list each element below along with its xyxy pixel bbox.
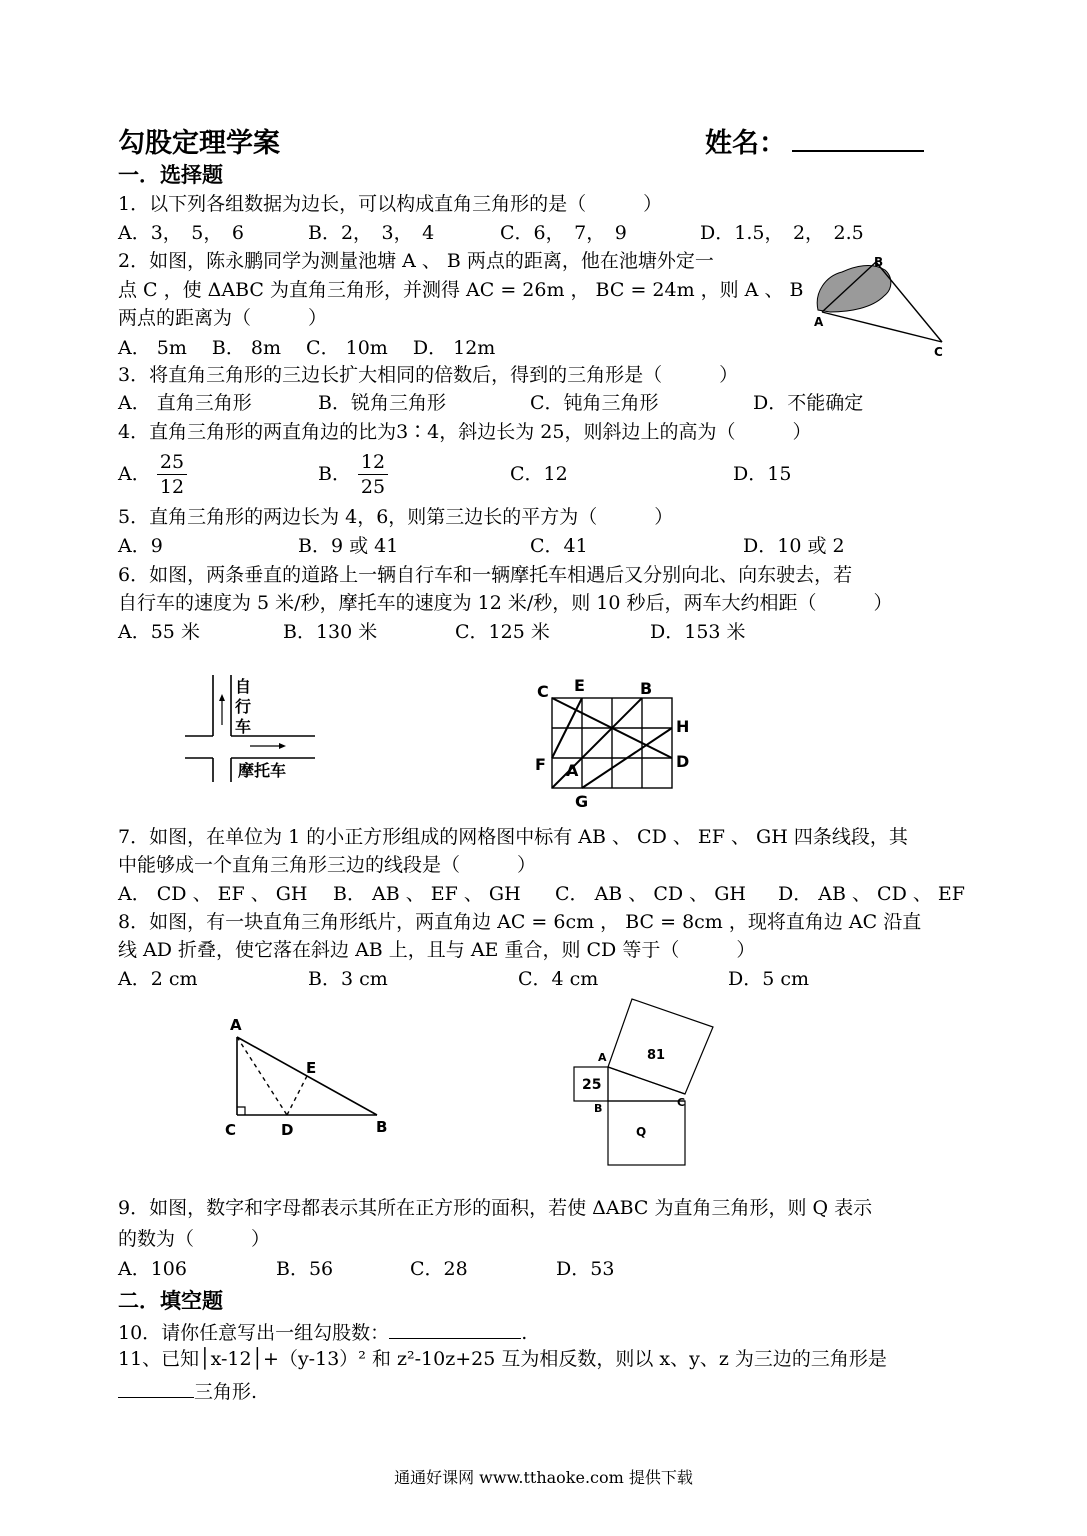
q7-label-e: E: [574, 676, 585, 695]
q5-stem: 5．直角三角形的两边长为 4，6，则第三边长的平方为（ ）: [118, 506, 674, 528]
q7-label-h: H: [676, 717, 690, 736]
q11-line2-wrap: [118, 1377, 257, 1404]
q4-option-c: C．12: [510, 463, 568, 485]
q4-option-b-fraction: [358, 450, 388, 499]
q2-label-c: C: [934, 345, 943, 359]
q2-line2: 点 C ，使 ΔABC 为直角三角形，并测得 AC = 26m ， BC = 24m ，则 A 、 B: [118, 279, 804, 301]
section-choice: 一．选择题: [118, 163, 223, 187]
q1-option-d: D．1.5， 2， 2.5: [700, 222, 864, 244]
q5-option-a: A．9: [118, 535, 163, 557]
q5-option-c: C．41: [530, 535, 588, 557]
q7-option-b: B． AB 、 EF 、 GH: [333, 883, 521, 905]
bike-char-2: 行: [235, 697, 252, 716]
q6-line2: 自行车的速度为 5 米/秒，摩托车的速度为 12 米/秒，则 10 秒后，两车大约相距（ ）: [118, 592, 893, 614]
q10-line: [118, 1318, 527, 1345]
q8-line2: 线 AD 折叠，使它落在斜边 AB 上，且与 AE 重合，则 CD 等于（ ）: [118, 939, 756, 961]
q4-option-d: D．15: [733, 463, 792, 485]
q6-option-c: C．125 米: [455, 621, 550, 643]
q3-option-d: D．不能确定: [753, 392, 864, 414]
q11-line2: 三角形.: [194, 1381, 258, 1403]
q6-option-a: A．55 米: [118, 621, 200, 643]
q8-option-d: D．5 cm: [728, 968, 810, 990]
q4-b-numerator: 12: [358, 450, 388, 475]
q1-option-b: B．2， 3， 4: [308, 222, 435, 244]
q10-text: 10．请你任意写出一组勾股数：: [118, 1322, 390, 1344]
q2-options: A． 5m B． 8m C． 10m D． 12m: [118, 337, 496, 359]
q9-label-b: B: [594, 1102, 603, 1115]
q8-fold-figure: [220, 1010, 400, 1140]
q9-square-81: 81: [647, 1048, 666, 1063]
q11-blank[interactable]: [118, 1377, 194, 1398]
q1-option-a: A．3， 5， 6: [118, 222, 244, 244]
q10-period: .: [521, 1322, 528, 1344]
q9-option-b: B．56: [276, 1258, 334, 1280]
q8-label-e: E: [306, 1059, 317, 1077]
q8-label-d: D: [281, 1121, 294, 1139]
q9-line1: 9．如图，数字和字母都表示其所在正方形的面积，若使 ΔABC 为直角三角形，则 Q 表示: [118, 1197, 873, 1219]
q1-option-c: C．6， 7， 9: [500, 222, 627, 244]
name-label: 姓名：: [705, 128, 786, 159]
section-fill: 二．填空题: [118, 1289, 223, 1313]
q6-line1: 6．如图，两条垂直的道路上一辆自行车和一辆摩托车相遇后又分别向北、向东驶去，若: [118, 564, 853, 586]
q3-option-a: A． 直角三角形: [118, 392, 252, 414]
q6-option-d: D．153 米: [650, 621, 746, 643]
q4-a-numerator: 25: [157, 450, 187, 475]
bike-char-3: 车: [235, 717, 252, 736]
moto-label: 摩托车: [238, 761, 287, 780]
q4-option-a-fraction: [157, 450, 187, 499]
q3-option-c: C．钝角三角形: [530, 392, 659, 414]
q7-line1: 7．如图，在单位为 1 的小正方形组成的网格图中标有 AB 、 CD 、 EF 、 GH 四条线段，其: [118, 826, 908, 848]
q8-option-b: B．3 cm: [308, 968, 388, 990]
bike-char-1: 自: [235, 677, 252, 696]
name-blank[interactable]: [792, 150, 924, 152]
q5-option-d: D．10 或 2: [743, 535, 845, 557]
q2-line3: 两点的距离为（ ）: [118, 307, 328, 329]
q9-option-d: D．53: [556, 1258, 615, 1280]
q9-option-a: A．106: [118, 1258, 187, 1280]
q7-option-a: A． CD 、 EF 、 GH: [118, 883, 308, 905]
q7-label-a: A: [566, 761, 579, 780]
q7-label-f: F: [535, 755, 546, 774]
q8-option-a: A．2 cm: [118, 968, 198, 990]
q3-stem: 3．将直角三角形的三边长扩大相同的倍数后，得到的三角形是（ ）: [118, 364, 739, 386]
q9-square-q: Q: [636, 1125, 647, 1139]
q2-line1: 2．如图，陈永鹏同学为测量池塘 A 、 B 两点的距离，他在池塘外定一: [118, 250, 714, 272]
q9-option-c: C．28: [410, 1258, 468, 1280]
q2-pond-figure: [800, 250, 960, 365]
q7-option-c: C． AB 、 CD 、 GH: [555, 883, 746, 905]
q11-line1: 11、已知│x-12│+（y-13）² 和 z²-10z+25 互为相反数，则以 x、y、z 为三边的三角形是: [118, 1348, 887, 1370]
q9-squares-figure: [565, 995, 725, 1170]
q8-option-c: C．4 cm: [518, 968, 599, 990]
q6-road-figure: [180, 670, 320, 790]
q5-option-b: B．9 或 41: [298, 535, 399, 557]
q2-label-a: A: [814, 315, 824, 329]
q8-label-b: B: [376, 1118, 388, 1136]
q7-label-c: C: [537, 682, 549, 701]
q7-label-b: B: [640, 679, 653, 698]
q4-stem: 4．直角三角形的两直角边的比为3∶4，斜边长为 25，则斜边上的高为（ ）: [118, 421, 812, 443]
q7-grid-figure: [530, 675, 700, 810]
pond-shape: [817, 266, 891, 312]
q8-label-c: C: [225, 1121, 237, 1139]
q7-label-g: G: [575, 792, 589, 811]
page-title: 勾股定理学案: [118, 128, 280, 159]
q9-square-25: 25: [582, 1077, 602, 1093]
footer-text: 通通好课网 www.tthaoke.com 提供下载: [394, 1468, 693, 1487]
q1-stem: 1．以下列各组数据为边长，可以构成直角三角形的是（ ）: [118, 193, 663, 215]
q4-b-denominator: 25: [360, 476, 386, 498]
q9-label-c: C: [677, 1096, 686, 1109]
q7-line2: 中能够成一个直角三角形三边的线段是（ ）: [118, 854, 537, 876]
q7-label-d: D: [676, 752, 690, 771]
q9-line2: 的数为（ ）: [118, 1228, 271, 1250]
q9-label-a: A: [598, 1051, 607, 1064]
q7-option-d: D． AB 、 CD 、 EF: [778, 883, 965, 905]
q4-a-denominator: 12: [159, 476, 185, 498]
q4-option-b-label: B．: [318, 463, 351, 485]
q3-option-b: B．锐角三角形: [318, 392, 446, 414]
q10-blank[interactable]: [389, 1318, 521, 1339]
q4-option-a-label: A．: [118, 463, 151, 485]
q6-option-b: B．130 米: [283, 621, 378, 643]
q8-line1: 8．如图，有一块直角三角形纸片，两直角边 AC = 6cm ， BC = 8cm ，现将直角边 AC 沿直: [118, 911, 922, 933]
q2-label-b: B: [874, 255, 884, 269]
q8-label-a: A: [230, 1016, 242, 1034]
